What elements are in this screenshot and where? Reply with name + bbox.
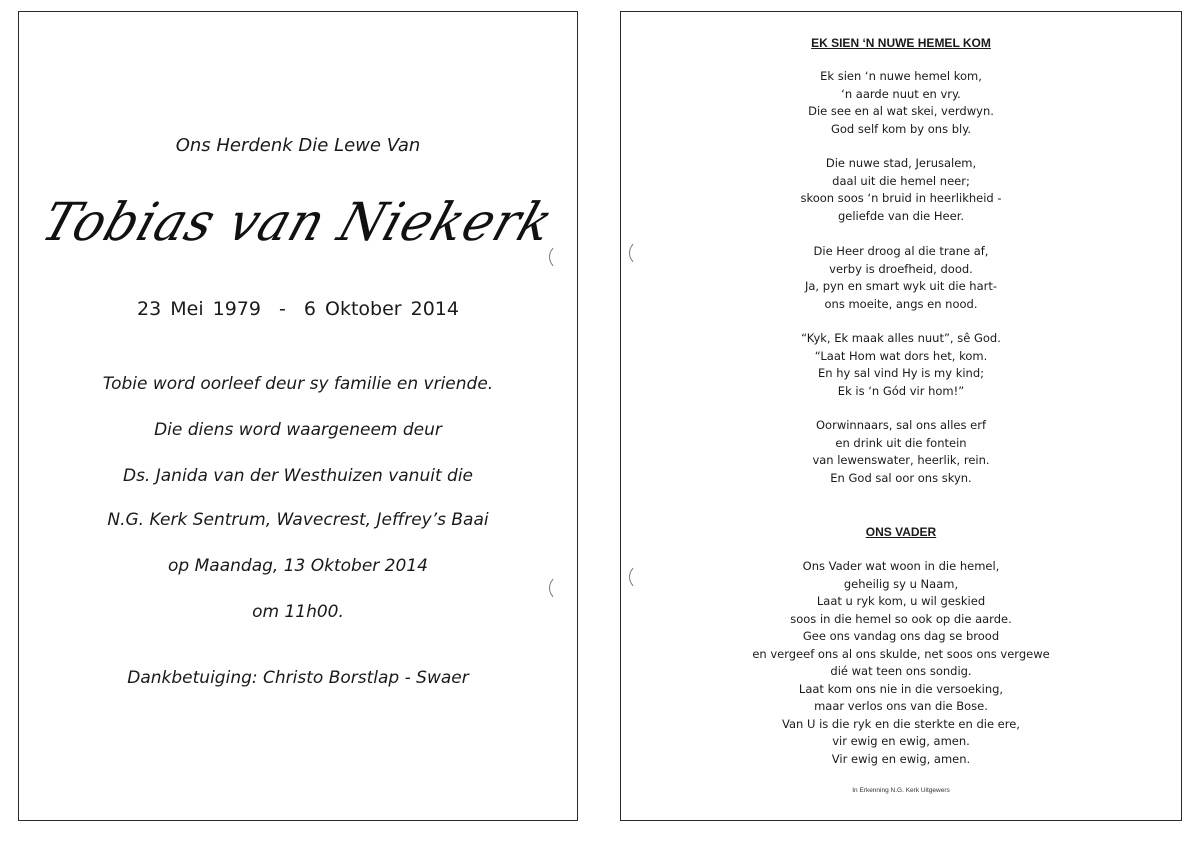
right-page — [620, 11, 1182, 821]
prayer-line: Van U is die ryk en die sterkte en die ere, — [782, 716, 1020, 731]
hymn-line: En hy sal vind Hy is my kind; — [817, 366, 985, 380]
hymn-line: “Laat Hom wat dors het, kom. — [814, 348, 988, 363]
prayer-text — [621, 558, 1181, 768]
hymn-line: daal uit die hemel neer; — [832, 173, 970, 188]
service-date-text: op Maandag, 13 Oktober 2014 — [168, 556, 428, 576]
birth-date: 23 Mei 1979 — [137, 298, 261, 320]
memorial-intro: Ons Herdenk Die Lewe Van — [175, 135, 421, 156]
prayer-line: geheilig sy u Naam, — [843, 576, 959, 591]
hymn-line: Ek is ‘n Gód vir hom!” — [837, 383, 965, 398]
hymn-line: Die see en al wat skei, verdwyn. — [808, 104, 994, 118]
hymn-line: ‘n aarde nuut en vry. — [841, 86, 961, 101]
service-intro-text: Die diens word waargeneem deur — [154, 420, 442, 440]
left-page — [18, 11, 578, 821]
hymn-line: Die Heer droog al die trane af, — [813, 244, 989, 258]
hymn-line: Ja, pyn en smart wyk uit die hart- — [804, 279, 998, 293]
prayer-line: dié wat teen ons sondig. — [830, 664, 972, 678]
prayer-line: Laat kom ons nie in die versoeking, — [798, 681, 1004, 696]
hymn-title: EK SIEN ‘N NUWE HEMEL KOM — [811, 36, 991, 50]
hymn-line: God self kom by ons bly. — [830, 121, 972, 136]
hymn-line: skoon soos ‘n bruid in heerlikheid - — [800, 191, 1002, 205]
hymn-stanza — [621, 243, 1181, 313]
prayer-line: Vir ewig en ewig, amen. — [831, 751, 971, 766]
hymn-stanza — [621, 417, 1181, 487]
hymn-line: En God sal oor ons skyn. — [830, 470, 972, 485]
hymn-line: “Kyk, Ek maak alles nuut”, sê God. — [801, 331, 1001, 345]
life-dates — [19, 299, 577, 319]
hymn-line: Oorwinnaars, sal ons alles erf — [816, 418, 986, 432]
prayer-line: Laat u ryk kom, u wil geskied — [816, 594, 986, 608]
acknowledgement-text: Dankbetuiging: Christo Borstlap - Swaer — [127, 668, 469, 688]
hymn-line: ons moeite, angs en nood. — [824, 296, 978, 311]
prayer-line: Gee ons vandag ons dag se brood — [802, 629, 1000, 643]
hymn-line: Ek sien ‘n nuwe hemel kom, — [820, 69, 982, 83]
prayer-line: en vergeef ons al ons skulde, net soos ons vergewe — [752, 646, 1050, 661]
deceased-name: Tobias van Niekerk — [34, 191, 562, 253]
hymn-stanza — [621, 155, 1181, 225]
hymn-line: van lewenswater, heerlik, rein. — [812, 453, 990, 467]
date-separator: - — [279, 298, 286, 320]
hymn-line: verby is droefheid, dood. — [829, 261, 973, 276]
prayer-line: vir ewig en ewig, amen. — [832, 734, 970, 748]
death-date: 6 Oktober 2014 — [303, 298, 459, 320]
hymn-stanza — [621, 330, 1181, 400]
hymn-line: Die nuwe stad, Jerusalem, — [825, 156, 977, 170]
church-text: N.G. Kerk Sentrum, Wavecrest, Jeffrey’s Baai — [107, 510, 489, 530]
prayer-line: Ons Vader wat woon in die hemel, — [802, 559, 1000, 573]
survived-by-text: Tobie word oorleef deur sy familie en vriende. — [102, 374, 494, 394]
publisher-credit: In Erkenning N.G. Kerk Uitgewers — [852, 787, 950, 794]
prayer-line: maar verlos ons van die Bose. — [814, 699, 988, 713]
punch-hole — [629, 240, 655, 266]
punch-hole — [629, 564, 655, 590]
punch-hole — [549, 575, 575, 601]
prayer-line: soos in die hemel so ook op die aarde. — [790, 611, 1012, 626]
punch-hole — [549, 244, 575, 270]
hymn-stanza — [621, 68, 1181, 138]
hymn-line: geliefde van die Heer. — [837, 208, 965, 223]
hymn-line: en drink uit die fontein — [835, 435, 967, 450]
service-time-text: om 11h00. — [252, 602, 344, 622]
minister-text: Ds. Janida van der Westhuizen vanuit die — [122, 466, 473, 486]
prayer-title: ONS VADER — [865, 525, 937, 539]
